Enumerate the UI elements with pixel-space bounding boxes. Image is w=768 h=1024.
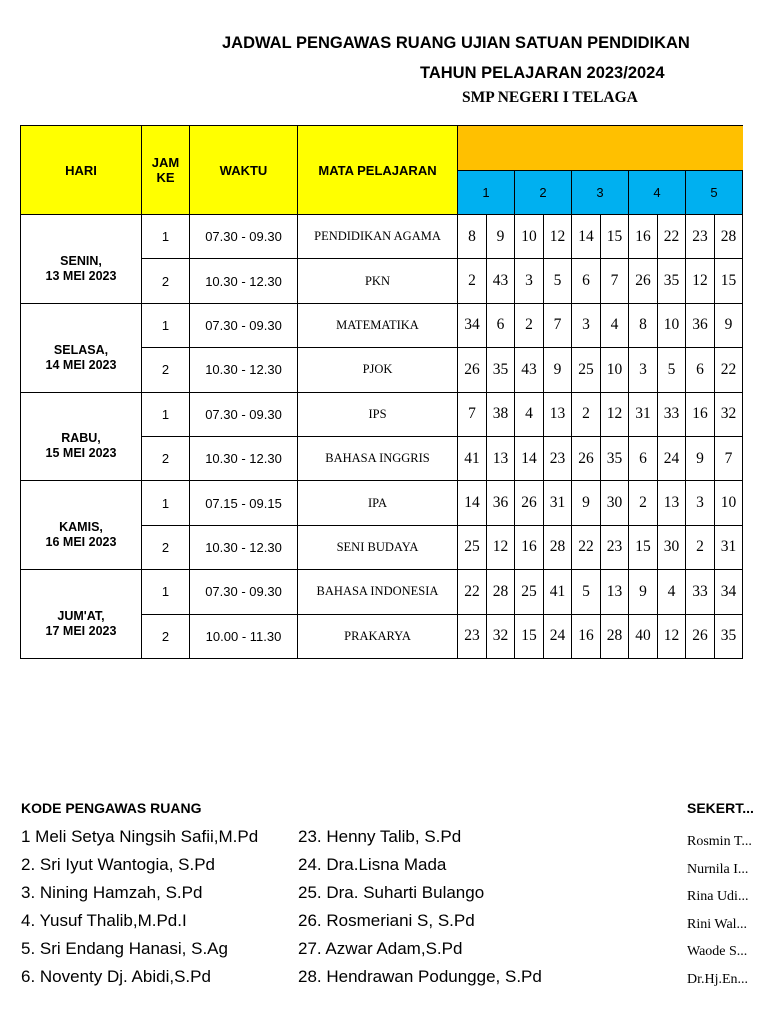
day-name: KAMIS, <box>59 520 103 535</box>
supervisor-schedule-table <box>20 125 743 659</box>
room-header: 2 <box>515 171 572 215</box>
supervisor-entry: 1 Meli Setya Ningsih Safii,M.Pd <box>21 827 259 846</box>
day-cell <box>21 570 142 659</box>
supervisor-code-cell: 34 <box>715 570 743 614</box>
time-cell: 07.30 - 09.30 <box>190 392 298 436</box>
room-header: 1 <box>458 171 515 215</box>
supervisor-code-cell: 36 <box>686 303 715 347</box>
supervisor-code-cell: 35 <box>487 348 515 392</box>
subject-cell: MATEMATIKA <box>298 303 458 347</box>
supervisor-code-cell: 23 <box>544 436 572 480</box>
supervisor-code-cell: 2 <box>572 392 601 436</box>
supervisor-code-cell: 16 <box>572 614 601 658</box>
supervisor-code-cell: 26 <box>629 259 658 303</box>
supervisor-code-cell: 5 <box>544 259 572 303</box>
supervisor-code-cell: 10 <box>515 215 544 259</box>
supervisor-entry: 28. Hendrawan Podungge, S.Pd <box>298 967 542 986</box>
supervisor-code-cell: 9 <box>572 481 601 525</box>
subject-cell: PRAKARYA <box>298 614 458 658</box>
room-header: 5 <box>686 171 743 215</box>
jam-ke-cell: 1 <box>142 481 190 525</box>
supervisor-entry: 27. Azwar Adam,S.Pd <box>298 939 463 958</box>
supervisor-entry: 4. Yusuf Thalib,M.Pd.I <box>21 911 187 930</box>
supervisor-code-cell: 9 <box>544 348 572 392</box>
supervisor-code-cell: 10 <box>715 481 743 525</box>
supervisor-code-cell: 2 <box>515 303 544 347</box>
day-cell <box>21 481 142 570</box>
table-row <box>21 570 743 614</box>
supervisor-code-cell: 10 <box>601 348 629 392</box>
academic-year: TAHUN PELAJARAN 2023/2024 <box>420 64 665 82</box>
supervisor-code-cell: 31 <box>629 392 658 436</box>
subject-cell: PENDIDIKAN AGAMA <box>298 215 458 259</box>
supervisor-code-cell: 16 <box>515 525 544 569</box>
supervisor-code-cell: 35 <box>658 259 686 303</box>
day-cell <box>21 215 142 304</box>
supervisor-code-cell: 10 <box>658 303 686 347</box>
subject-cell: BAHASA INDONESIA <box>298 570 458 614</box>
supervisor-code-cell: 40 <box>629 614 658 658</box>
table-row <box>21 392 743 436</box>
supervisor-code-cell: 15 <box>601 215 629 259</box>
supervisor-code-cell: 38 <box>487 392 515 436</box>
day-date: 15 MEI 2023 <box>45 446 117 461</box>
supervisor-code-cell: 13 <box>487 436 515 480</box>
secretariat-entry: Dr.Hj.En... <box>687 971 749 987</box>
header-mata-pelajaran: MATA PELAJARAN <box>298 126 458 215</box>
supervisor-entry: 24. Dra.Lisna Mada <box>298 855 447 874</box>
secretariat-entry: Waode S... <box>687 944 748 960</box>
supervisor-code-cell: 30 <box>601 481 629 525</box>
supervisor-code-cell: 6 <box>686 348 715 392</box>
supervisor-code-cell: 5 <box>658 348 686 392</box>
supervisor-code-cell: 12 <box>658 614 686 658</box>
supervisor-code-cell: 22 <box>715 348 743 392</box>
supervisor-code-cell: 8 <box>629 303 658 347</box>
supervisor-code-cell: 23 <box>686 215 715 259</box>
supervisor-code-cell: 9 <box>686 436 715 480</box>
time-cell: 10.30 - 12.30 <box>190 259 298 303</box>
supervisor-code-cell: 31 <box>544 481 572 525</box>
supervisor-code-cell: 6 <box>629 436 658 480</box>
supervisor-code-cell: 7 <box>458 392 487 436</box>
time-cell: 07.30 - 09.30 <box>190 303 298 347</box>
document-title: JADWAL PENGAWAS RUANG UJIAN SATUAN PENDIDIKAN <box>222 34 690 52</box>
supervisor-code-cell: 4 <box>658 570 686 614</box>
supervisor-code-cell: 25 <box>515 570 544 614</box>
supervisor-code-cell: 33 <box>686 570 715 614</box>
supervisor-code-cell: 32 <box>715 392 743 436</box>
supervisor-code-cell: 34 <box>458 303 487 347</box>
time-cell: 10.30 - 12.30 <box>190 436 298 480</box>
secretariat-title: SEKERT... <box>687 800 754 816</box>
supervisor-code-cell: 8 <box>458 215 487 259</box>
supervisor-code-cell: 14 <box>458 481 487 525</box>
supervisor-code-cell: 15 <box>715 259 743 303</box>
supervisor-code-cell: 25 <box>572 348 601 392</box>
supervisor-code-cell: 41 <box>544 570 572 614</box>
jam-ke-cell: 2 <box>142 348 190 392</box>
supervisor-entry: 6. Noventy Dj. Abidi,S.Pd <box>21 967 211 986</box>
supervisor-code-cell: 6 <box>487 303 515 347</box>
supervisor-code-cell: 15 <box>629 525 658 569</box>
supervisor-code-cell: 4 <box>515 392 544 436</box>
subject-cell: IPS <box>298 392 458 436</box>
header-waktu: WAKTU <box>190 126 298 215</box>
supervisor-entry: 25. Dra. Suharti Bulango <box>298 883 485 902</box>
supervisor-code-cell: 26 <box>515 481 544 525</box>
supervisor-code-cell: 12 <box>544 215 572 259</box>
supervisor-code-cell: 30 <box>658 525 686 569</box>
supervisor-code-cell: 7 <box>715 436 743 480</box>
supervisor-list-col1 <box>21 826 258 994</box>
supervisor-code-cell: 16 <box>686 392 715 436</box>
secretariat-entry: Rosmin T... <box>687 834 752 849</box>
day-date: 14 MEI 2023 <box>45 357 117 372</box>
secretariat-entry: Nurnila I... <box>687 861 749 877</box>
secretariat-list <box>687 832 752 998</box>
time-cell: 10.30 - 12.30 <box>190 525 298 569</box>
supervisor-code-cell: 28 <box>715 215 743 259</box>
supervisor-code-cell: 13 <box>601 570 629 614</box>
header-hari: HARI <box>21 126 142 215</box>
supervisor-code-cell: 31 <box>715 525 743 569</box>
supervisor-entry: 2. Sri Iyut Wantogia, S.Pd <box>21 855 216 874</box>
supervisor-code-cell: 24 <box>658 436 686 480</box>
subject-cell: PJOK <box>298 348 458 392</box>
supervisor-code-cell: 15 <box>515 614 544 658</box>
room-header-band <box>458 126 743 171</box>
time-cell: 07.30 - 09.30 <box>190 215 298 259</box>
subject-cell: IPA <box>298 481 458 525</box>
supervisor-code-cell: 6 <box>572 259 601 303</box>
day-date: 13 MEI 2023 <box>45 268 117 283</box>
supervisor-code-cell: 26 <box>686 614 715 658</box>
subject-cell: BAHASA INGGRIS <box>298 436 458 480</box>
time-cell: 10.30 - 12.30 <box>190 348 298 392</box>
supervisor-code-cell: 36 <box>487 481 515 525</box>
supervisor-code-cell: 4 <box>601 303 629 347</box>
table-row <box>21 303 743 347</box>
supervisor-code-cell: 13 <box>658 481 686 525</box>
supervisor-code-cell: 28 <box>544 525 572 569</box>
secretariat-entry: Rini Wal... <box>687 916 748 932</box>
supervisor-entry: 5. Sri Endang Hanasi, S.Ag <box>21 939 228 958</box>
supervisor-code-cell: 43 <box>515 348 544 392</box>
supervisor-code-cell: 25 <box>458 525 487 569</box>
jam-ke-cell: 1 <box>142 392 190 436</box>
supervisor-code-cell: 35 <box>715 614 743 658</box>
supervisor-code-cell: 26 <box>458 348 487 392</box>
day-date: 16 MEI 2023 <box>45 535 117 550</box>
supervisor-code-cell: 9 <box>487 215 515 259</box>
supervisor-code-cell: 13 <box>544 392 572 436</box>
supervisor-code-cell: 32 <box>487 614 515 658</box>
time-cell: 07.15 - 09.15 <box>190 481 298 525</box>
supervisor-code-cell: 28 <box>487 570 515 614</box>
supervisor-code-cell: 12 <box>487 525 515 569</box>
supervisor-code-cell: 14 <box>572 215 601 259</box>
table-row <box>21 481 743 525</box>
supervisor-code-cell: 2 <box>686 525 715 569</box>
supervisor-list-col2 <box>298 826 542 994</box>
supervisor-entry: 26. Rosmeriani S, S.Pd <box>298 911 475 930</box>
jam-ke-cell: 1 <box>142 303 190 347</box>
supervisor-code-cell: 9 <box>629 570 658 614</box>
supervisor-entry: 23. Henny Talib, S.Pd <box>298 827 462 846</box>
secretariat-entry: Rina Udi... <box>687 889 749 905</box>
day-name: SENIN, <box>60 253 102 268</box>
day-name: RABU, <box>61 431 101 446</box>
day-name: JUM'AT, <box>57 609 105 624</box>
supervisor-code-cell: 5 <box>572 570 601 614</box>
day-name: SELASA, <box>53 342 109 357</box>
supervisor-code-cell: 41 <box>458 436 487 480</box>
supervisor-code-cell: 23 <box>601 525 629 569</box>
supervisor-code-cell: 3 <box>515 259 544 303</box>
supervisor-code-cell: 2 <box>629 481 658 525</box>
supervisor-code-cell: 35 <box>601 436 629 480</box>
room-header: 4 <box>629 171 686 215</box>
supervisor-code-cell: 14 <box>515 436 544 480</box>
supervisor-code-cell: 12 <box>601 392 629 436</box>
supervisor-code-cell: 7 <box>601 259 629 303</box>
time-cell: 07.30 - 09.30 <box>190 570 298 614</box>
day-date: 17 MEI 2023 <box>45 624 117 639</box>
supervisor-code-cell: 22 <box>658 215 686 259</box>
day-cell <box>21 392 142 481</box>
supervisor-code-cell: 3 <box>629 348 658 392</box>
day-cell <box>21 303 142 392</box>
supervisor-code-cell: 23 <box>458 614 487 658</box>
supervisor-entry: 3. Nining Hamzah, S.Pd <box>21 883 203 902</box>
jam-ke-cell: 2 <box>142 614 190 658</box>
jam-ke-cell: 1 <box>142 215 190 259</box>
room-header: 3 <box>572 171 629 215</box>
supervisor-code-cell: 22 <box>572 525 601 569</box>
school-name: SMP NEGERI I TELAGA <box>462 89 638 106</box>
jam-ke-cell: 1 <box>142 570 190 614</box>
supervisor-code-cell: 3 <box>686 481 715 525</box>
supervisor-code-cell: 26 <box>572 436 601 480</box>
supervisor-code-cell: 7 <box>544 303 572 347</box>
supervisor-code-cell: 2 <box>458 259 487 303</box>
supervisor-code-cell: 12 <box>686 259 715 303</box>
supervisor-code-cell: 3 <box>572 303 601 347</box>
supervisor-code-cell: 16 <box>629 215 658 259</box>
jam-ke-cell: 2 <box>142 259 190 303</box>
jam-ke-cell: 2 <box>142 525 190 569</box>
jam-ke-cell: 2 <box>142 436 190 480</box>
time-cell: 10.00 - 11.30 <box>190 614 298 658</box>
supervisor-code-title: KODE PENGAWAS RUANG <box>21 800 202 816</box>
subject-cell: PKN <box>298 259 458 303</box>
header-jam-ke-label: JAM KE <box>151 155 180 185</box>
supervisor-code-cell: 43 <box>487 259 515 303</box>
supervisor-code-cell: 9 <box>715 303 743 347</box>
supervisor-code-cell: 33 <box>658 392 686 436</box>
table-row <box>21 215 743 259</box>
supervisor-code-cell: 22 <box>458 570 487 614</box>
supervisor-code-cell: 24 <box>544 614 572 658</box>
subject-cell: SENI BUDAYA <box>298 525 458 569</box>
header-jam-ke <box>142 126 190 215</box>
supervisor-code-cell: 28 <box>601 614 629 658</box>
